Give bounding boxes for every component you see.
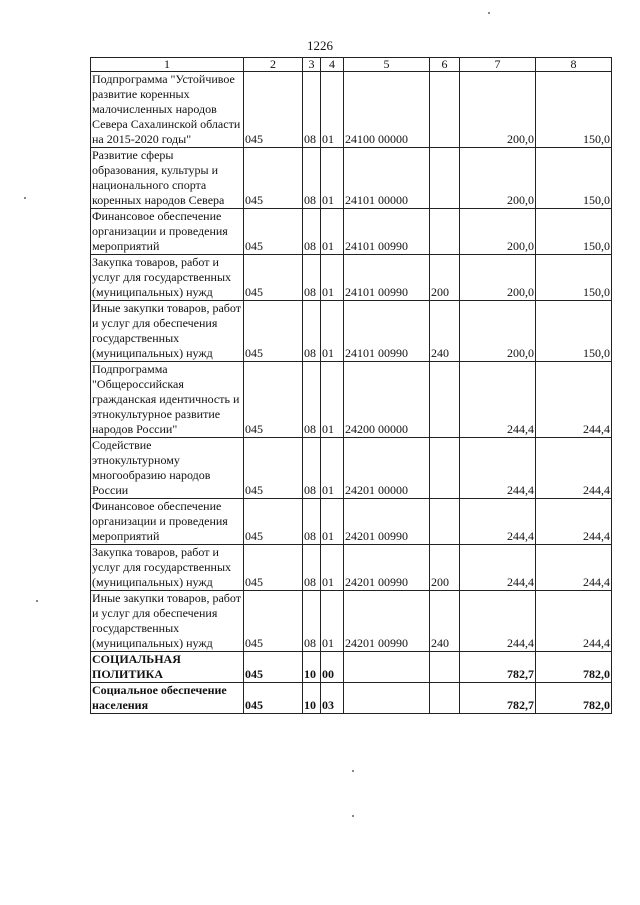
- row-code-admin: 045: [244, 148, 303, 209]
- row-code-admin: 045: [244, 209, 303, 255]
- table-row: [91, 591, 612, 652]
- row-code-expense: [430, 683, 460, 714]
- row-amount-2: 150,0: [536, 148, 612, 209]
- table-row: [91, 499, 612, 545]
- row-amount-2: 244,4: [536, 545, 612, 591]
- row-amount-1: 200,0: [460, 301, 536, 362]
- col-header-2: 2: [244, 58, 303, 72]
- row-code-admin: 045: [244, 438, 303, 499]
- row-code-subsection: 01: [321, 362, 344, 438]
- row-code-expense: [430, 438, 460, 499]
- table-row: [91, 255, 612, 301]
- row-name: Содействие этнокультурному многообразию народов России: [91, 438, 244, 499]
- scan-speck: [488, 12, 490, 14]
- col-header-1: 1: [91, 58, 244, 72]
- row-code-subsection: 03: [321, 683, 344, 714]
- row-amount-2: 244,4: [536, 362, 612, 438]
- row-code-admin: 045: [244, 499, 303, 545]
- row-code-target: 24101 00990: [344, 301, 430, 362]
- row-amount-1: 200,0: [460, 209, 536, 255]
- row-code-subsection: 01: [321, 255, 344, 301]
- row-code-section: 08: [303, 72, 321, 148]
- col-header-7: 7: [460, 58, 536, 72]
- row-name: СОЦИАЛЬНАЯ ПОЛИТИКА: [91, 652, 244, 683]
- row-code-target: 24201 00990: [344, 499, 430, 545]
- row-amount-2: 782,0: [536, 683, 612, 714]
- row-amount-1: 200,0: [460, 255, 536, 301]
- row-code-expense: 200: [430, 545, 460, 591]
- row-amount-2: 782,0: [536, 652, 612, 683]
- row-code-target: 24201 00990: [344, 591, 430, 652]
- row-amount-1: 782,7: [460, 652, 536, 683]
- row-name: Финансовое обеспечение организации и проведения мероприятий: [91, 209, 244, 255]
- row-code-section: 10: [303, 652, 321, 683]
- table-row: [91, 209, 612, 255]
- row-code-section: 08: [303, 499, 321, 545]
- row-name: Финансовое обеспечение организации и проведения мероприятий: [91, 499, 244, 545]
- row-code-section: 10: [303, 683, 321, 714]
- budget-table: [90, 57, 612, 714]
- row-code-admin: 045: [244, 301, 303, 362]
- row-code-subsection: 01: [321, 499, 344, 545]
- row-amount-2: 150,0: [536, 209, 612, 255]
- row-code-subsection: 01: [321, 301, 344, 362]
- row-amount-2: 244,4: [536, 591, 612, 652]
- row-name: Социальное обеспечение населения: [91, 683, 244, 714]
- row-amount-1: 244,4: [460, 545, 536, 591]
- row-code-subsection: 01: [321, 209, 344, 255]
- col-header-5: 5: [344, 58, 430, 72]
- row-amount-2: 244,4: [536, 499, 612, 545]
- row-amount-1: 200,0: [460, 72, 536, 148]
- row-amount-1: 244,4: [460, 362, 536, 438]
- col-header-4: 4: [321, 58, 344, 72]
- page-number: 1226: [307, 38, 333, 53]
- row-code-expense: [430, 209, 460, 255]
- row-code-subsection: 01: [321, 148, 344, 209]
- row-code-expense: 240: [430, 301, 460, 362]
- row-code-target: [344, 652, 430, 683]
- row-amount-1: 782,7: [460, 683, 536, 714]
- table-row: [91, 652, 612, 683]
- row-code-admin: 045: [244, 72, 303, 148]
- col-header-6: 6: [430, 58, 460, 72]
- row-name: Развитие сферы образования, культуры и национального спорта коренных народов Севера: [91, 148, 244, 209]
- row-code-subsection: 01: [321, 72, 344, 148]
- row-amount-1: 244,4: [460, 591, 536, 652]
- row-code-section: 08: [303, 591, 321, 652]
- row-code-admin: 045: [244, 683, 303, 714]
- row-amount-1: 244,4: [460, 499, 536, 545]
- row-code-section: 08: [303, 301, 321, 362]
- row-code-expense: 200: [430, 255, 460, 301]
- row-amount-1: 244,4: [460, 438, 536, 499]
- row-amount-2: 150,0: [536, 301, 612, 362]
- row-code-target: 24101 00990: [344, 255, 430, 301]
- row-code-subsection: 00: [321, 652, 344, 683]
- scan-speck: [352, 770, 354, 772]
- row-name: Иные закупки товаров, работ и услуг для обеспечения государственных (муниципальных) нужд: [91, 591, 244, 652]
- table-row: [91, 72, 612, 148]
- scan-speck: [352, 815, 354, 817]
- row-code-section: 08: [303, 209, 321, 255]
- row-code-expense: [430, 652, 460, 683]
- row-code-expense: [430, 72, 460, 148]
- row-code-expense: [430, 148, 460, 209]
- table-row: [91, 301, 612, 362]
- table-row: [91, 362, 612, 438]
- row-code-admin: 045: [244, 545, 303, 591]
- row-code-target: 24201 00990: [344, 545, 430, 591]
- col-header-3: 3: [303, 58, 321, 72]
- row-amount-2: 244,4: [536, 438, 612, 499]
- row-amount-2: 150,0: [536, 72, 612, 148]
- row-code-admin: 045: [244, 362, 303, 438]
- row-code-expense: [430, 362, 460, 438]
- row-code-section: 08: [303, 545, 321, 591]
- table-row: [91, 545, 612, 591]
- row-code-target: 24101 00990: [344, 209, 430, 255]
- row-code-subsection: 01: [321, 545, 344, 591]
- row-code-subsection: 01: [321, 438, 344, 499]
- row-code-section: 08: [303, 362, 321, 438]
- row-code-target: [344, 683, 430, 714]
- table-row: [91, 148, 612, 209]
- row-name: Подпрограмма "Устойчивое развитие коренных малочисленных народов Севера Сахалинской области на 2015-2020 годы": [91, 72, 244, 148]
- table-row: [91, 683, 612, 714]
- row-code-target: 24200 00000: [344, 362, 430, 438]
- col-header-8: 8: [536, 58, 612, 72]
- row-code-admin: 045: [244, 591, 303, 652]
- row-name: Иные закупки товаров, работ и услуг для обеспечения государственных (муниципальных) нужд: [91, 301, 244, 362]
- row-code-admin: 045: [244, 652, 303, 683]
- header-row: [91, 58, 612, 72]
- row-name: Закупка товаров, работ и услуг для государственных (муниципальных) нужд: [91, 255, 244, 301]
- table-row: [91, 438, 612, 499]
- row-code-expense: [430, 499, 460, 545]
- scan-speck: [24, 197, 26, 199]
- row-amount-1: 200,0: [460, 148, 536, 209]
- row-code-section: 08: [303, 255, 321, 301]
- row-name: Закупка товаров, работ и услуг для государственных (муниципальных) нужд: [91, 545, 244, 591]
- row-amount-2: 150,0: [536, 255, 612, 301]
- scan-speck: [36, 600, 38, 602]
- row-code-section: 08: [303, 438, 321, 499]
- row-code-subsection: 01: [321, 591, 344, 652]
- row-code-admin: 045: [244, 255, 303, 301]
- row-code-expense: 240: [430, 591, 460, 652]
- row-code-target: 24101 00000: [344, 148, 430, 209]
- row-code-target: 24100 00000: [344, 72, 430, 148]
- row-code-target: 24201 00000: [344, 438, 430, 499]
- row-name: Подпрограмма "Общероссийская гражданская идентичность и этнокультурное развитие народов России": [91, 362, 244, 438]
- row-code-section: 08: [303, 148, 321, 209]
